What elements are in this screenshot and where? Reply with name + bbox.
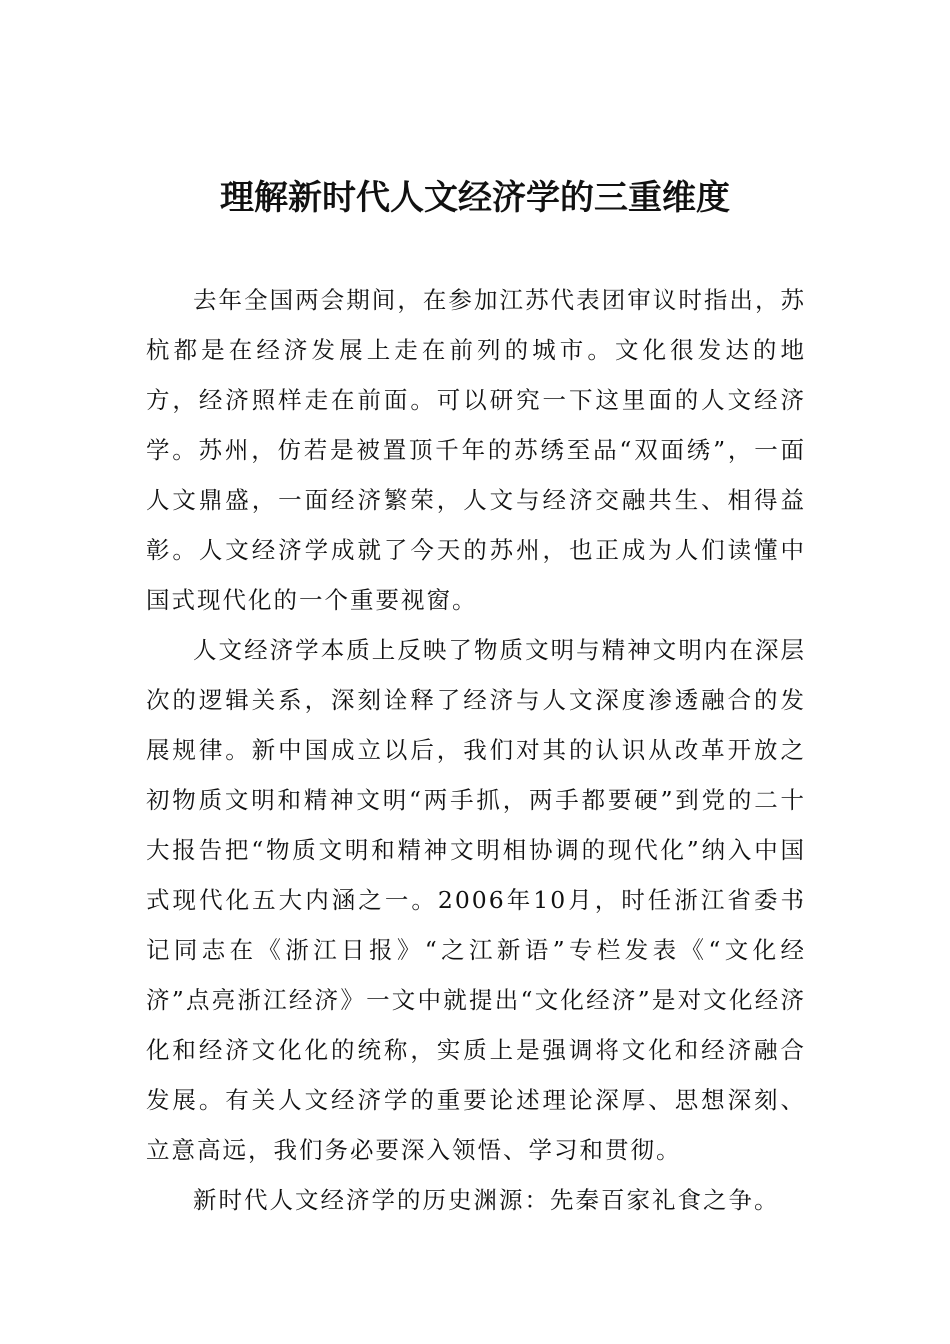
document-title: 理解新时代人文经济学的三重维度 xyxy=(220,178,730,218)
document-body xyxy=(146,275,806,1225)
paragraph-1: 去年全国两会期间，在参加江苏代表团审议时指出，苏杭都是在经济发展上走在前列的城市。文化很发达的地方，经济照样走在前面。可以研究一下这里面的人文经济学。苏州，仿若是被置顶千年的苏绣至品“双面绣”，一面人文鼎盛，一面经济繁荣，人文与经济交融共生、相得益彰。人文经济学成就了今天的苏州，也正成为人们读懂中国式现代化的一个重要视窗。 xyxy=(146,286,806,614)
paragraph-3: 新时代人文经济学的历史渊源：先秦百家礼食之争。 xyxy=(193,1186,780,1214)
paragraph-2: 人文经济学本质上反映了物质文明与精神文明内在深层次的逻辑关系，深刻诠释了经济与人文深度渗透融合的发展规律。新中国成立以后，我们对其的认识从改革开放之初物质文明和精神文明“两手抓，两手都要硬”到党的二十大报告把“物质文明和精神文明相协调的现代化”纳入中国式现代化五大内涵之一。2006年10月，时任浙江省委书记同志在《浙江日报》“之江新语”专栏发表《“文化经济”点亮浙江经济》一文中就提出“文化经济”是对文化经济化和经济文化化的统称，实质上是强调将文化和经济融合发展。有关人文经济学的重要论述理论深厚、思想深刻、立意高远，我们务必要深入领悟、学习和贯彻。 xyxy=(146,636,806,1164)
